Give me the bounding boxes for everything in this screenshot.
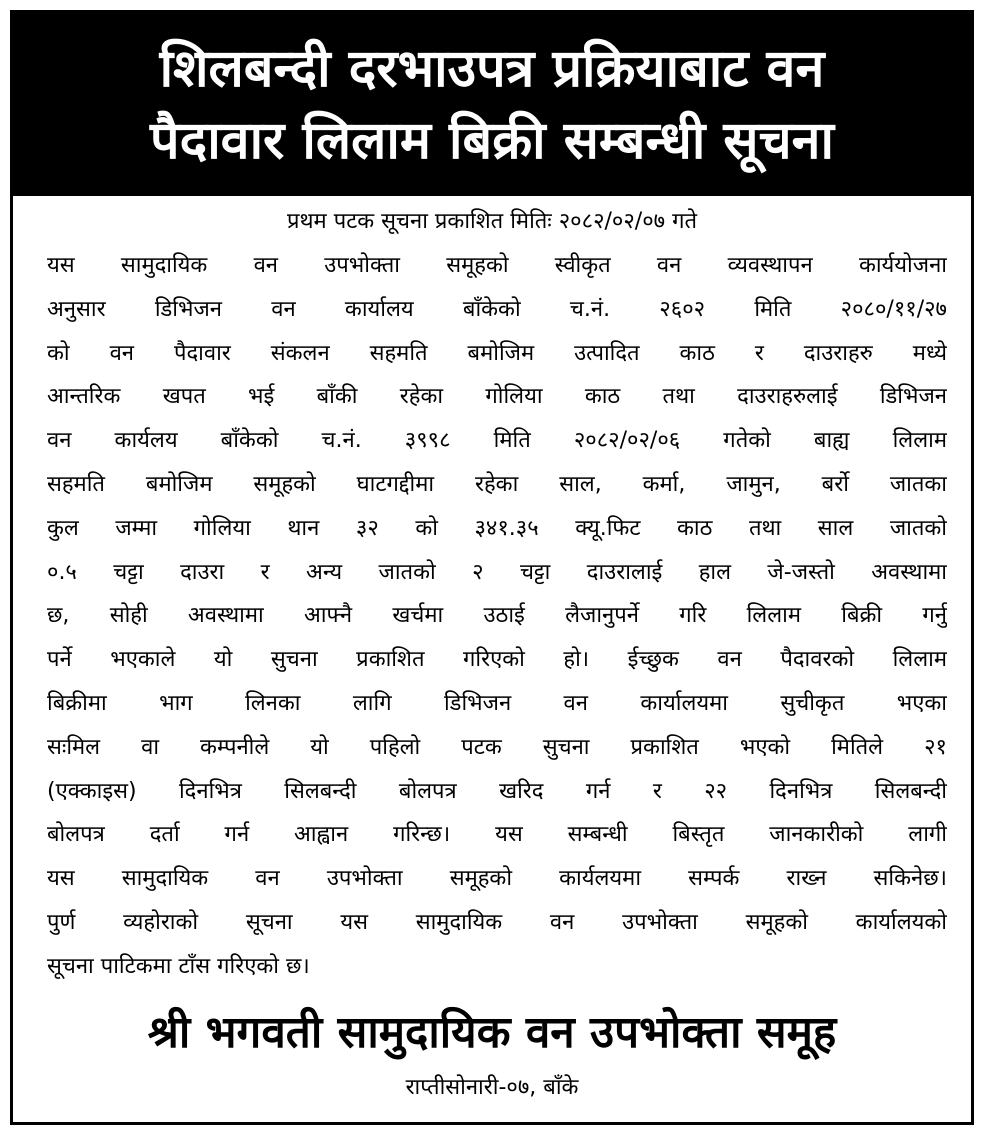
first-publication-date: प्रथम पटक सूचना प्रकाशित मितिः २०८२/०२/०७ गते bbox=[286, 209, 698, 234]
notice-box bbox=[10, 10, 974, 1125]
body-line: कुल जम्मा गोलिया थान ३२ को ३४१.३५ क्यू.फिट काठ तथा साल जातको bbox=[47, 515, 947, 541]
notice-body bbox=[47, 244, 947, 989]
body-line: यस सामुदायिक वन उपभोक्ता समूहको कार्यलयमा सम्पर्क राख्न सकिनेछ। bbox=[47, 866, 947, 892]
title-line-1: शिलबन्दी दरभाउपत्र प्रक्रियाबाट वन bbox=[159, 38, 825, 99]
body-line: सःमिल वा कम्पनीले यो पहिलो पटक सुचना प्रकाशित भएको मितिले २१ bbox=[47, 734, 947, 760]
body-line: यस सामुदायिक वन उपभोक्ता समूहको स्वीकृत वन व्यवस्थापन कार्ययोजना bbox=[47, 253, 947, 278]
organization-name: श्री भगवती सामुदायिक वन उपभोक्ता समूह bbox=[147, 1007, 837, 1058]
body-line: सूचना पाटिकमा टाँस गरिएको छ। bbox=[47, 953, 310, 979]
body-line: अनुसार डिभिजन वन कार्यालय बाँकेको च.नं. २६०२ मिति २०८०/११/२७ bbox=[47, 296, 947, 322]
title-line-2: पैदावार लिलाम बिक्री सम्बन्धी सूचना bbox=[150, 110, 834, 171]
body-line: ०.५ चट्टा दाउरा र अन्य जातको २ चट्टा दाउरालाई हाल जे-जस्तो अवस्थामा bbox=[47, 559, 947, 585]
body-line: पुर्ण व्यहोराको सूचना यस सामुदायिक वन उपभोक्ता समूहको कार्यालयको bbox=[47, 909, 947, 935]
body-line: छ, सोही अवस्थामा आफ्नै खर्चमा उठाई लैजानुपर्ने गरि लिलाम बिक्री गर्नु bbox=[47, 603, 947, 629]
body-line: को वन पैदावार संकलन सहमति बमोजिम उत्पादित काठ र दाउराहरु मध्ये bbox=[47, 340, 947, 366]
body-line: सहमति बमोजिम समूहको घाटगद्दीमा रहेका साल, कर्मा, जामुन, बर्रो जातका bbox=[47, 471, 947, 497]
body-line: वन कार्यलय बाँकेको च.नं. ३९९८ मिति २०८२/०२/०६ गतेको बाह्य लिलाम bbox=[47, 428, 947, 454]
notice-header bbox=[13, 13, 971, 196]
body-line: बोलपत्र दर्ता गर्न आह्वान गरिन्छ। यस सम्बन्धी बिस्तृत जानकारीको लागी bbox=[47, 822, 947, 848]
body-line: (एक्काइस) दिनभित्र सिलबन्दी बोलपत्र खरिद गर्न र २२ दिनभित्र सिलबन्दी bbox=[47, 778, 947, 804]
body-line: आन्तरिक खपत भई बाँकी रहेका गोलिया काठ तथा दाउराहरुलाई डिभिजन bbox=[47, 384, 947, 410]
body-line: पर्ने भएकाले यो सुचना प्रकाशित गरिएको हो। ईच्छुक वन पैदावरको लिलाम bbox=[47, 647, 947, 673]
body-line: बिक्रीमा भाग लिनका लागि डिभिजन वन कार्यालयमा सुचीकृत भएका bbox=[47, 690, 947, 716]
organization-address: राप्तीसोनारी-०७, बाँके bbox=[405, 1075, 579, 1100]
